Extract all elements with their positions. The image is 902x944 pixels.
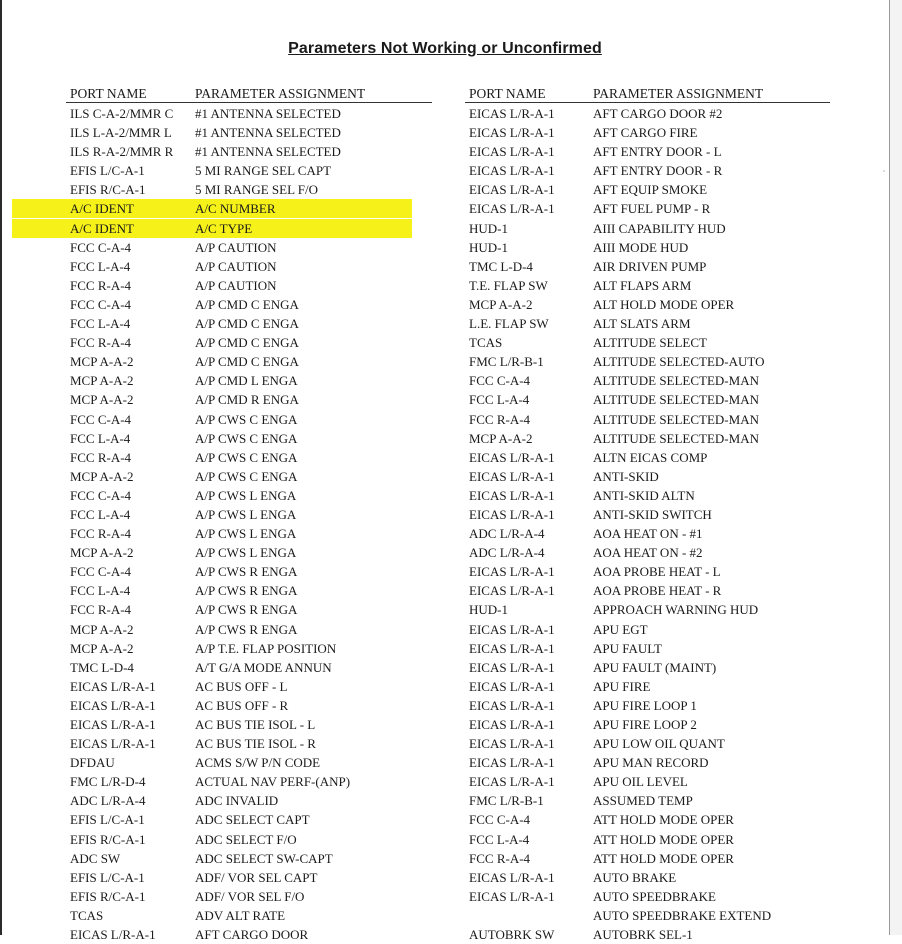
table-row xyxy=(0,543,440,562)
table-row xyxy=(440,180,890,199)
table-row xyxy=(440,505,890,524)
parameter-assignment-cell: A/P CAUTION xyxy=(195,239,277,255)
parameter-assignment-cell: ATT HOLD MODE OPER xyxy=(593,812,734,828)
port-name-cell: EICAS L/R-A-1 xyxy=(469,697,555,713)
table-row xyxy=(440,810,890,829)
port-name-cell: TMC L-D-4 xyxy=(469,258,533,274)
page-margin xyxy=(890,0,902,935)
table-row xyxy=(0,734,440,753)
parameter-assignment-cell: ALTITUDE SELECTED-MAN xyxy=(593,392,759,408)
table-row xyxy=(440,620,890,639)
table-row xyxy=(0,810,440,829)
parameter-assignment-cell: APU OIL LEVEL xyxy=(593,774,688,790)
table-row xyxy=(0,753,440,772)
parameter-assignment-cell: APU FIRE xyxy=(593,678,651,694)
port-name-cell: EICAS L/R-A-1 xyxy=(469,621,555,637)
port-name-cell: EICAS L/R-A-1 xyxy=(469,583,555,599)
table-row xyxy=(0,123,440,142)
table-row xyxy=(0,180,440,199)
parameter-assignment-cell: A/P CAUTION xyxy=(195,258,277,274)
table-row xyxy=(0,448,440,467)
parameter-assignment-cell: A/P CWS L ENGA xyxy=(195,506,297,522)
parameter-assignment-cell: ADC SELECT CAPT xyxy=(195,812,310,828)
port-name-cell: FCC C-A-4 xyxy=(70,411,132,427)
table-row xyxy=(0,161,440,180)
table-row xyxy=(0,276,440,295)
parameter-assignment-cell: AFT FUEL PUMP - R xyxy=(593,201,711,217)
table-row xyxy=(440,849,890,868)
port-name-cell: EFIS L/C-A-1 xyxy=(70,812,145,828)
port-name-cell: ILS C-A-2/MMR C xyxy=(70,106,174,121)
table-row xyxy=(440,543,890,562)
table-row xyxy=(440,333,890,352)
parameter-assignment-cell: A/P CWS R ENGA xyxy=(195,602,298,618)
table-row xyxy=(0,830,440,849)
parameter-assignment-cell: A/P CWS L ENGA xyxy=(195,545,297,561)
parameter-assignment-cell: APU FAULT (MAINT) xyxy=(593,659,717,675)
parameter-assignment-cell: APU EGT xyxy=(593,621,648,637)
parameter-assignment-cell: 5 MI RANGE SEL CAPT xyxy=(195,163,332,179)
document-title: Parameters Not Working or Unconfirmed xyxy=(288,40,602,57)
port-name-cell: FCC R-A-4 xyxy=(469,411,531,427)
table-row xyxy=(440,639,890,658)
port-name-cell: EICAS L/R-A-1 xyxy=(469,659,555,675)
parameter-assignment-cell: ALTITUDE SELECT xyxy=(593,335,707,351)
port-name-cell: FCC L-A-4 xyxy=(469,831,530,847)
parameter-assignment-cell: ALTITUDE SELECTED-MAN xyxy=(593,430,759,446)
table-row xyxy=(0,887,440,906)
parameter-assignment-cell: AOA PROBE HEAT - R xyxy=(593,583,722,599)
port-name-cell: EICAS L/R-A-1 xyxy=(70,717,156,732)
table-row xyxy=(0,467,440,486)
port-name-cell: EICAS L/R-A-1 xyxy=(469,125,555,141)
port-name-cell: EICAS L/R-A-1 xyxy=(469,106,555,121)
port-name-cell: MCP A-A-2 xyxy=(70,392,134,408)
parameter-assignment-cell: A/P CWS C ENGA xyxy=(195,430,298,446)
table-row xyxy=(0,371,440,390)
table-row xyxy=(0,295,440,314)
table-row xyxy=(440,429,890,448)
header-rule-right xyxy=(465,102,830,103)
port-name-cell: FCC L-A-4 xyxy=(70,430,131,446)
right-parameter-table xyxy=(440,104,890,944)
parameter-assignment-cell: A/P CMD L ENGA xyxy=(195,373,298,389)
parameter-assignment-cell: A/P CMD C ENGA xyxy=(195,354,299,370)
parameter-assignment-cell: ALT HOLD MODE OPER xyxy=(593,296,735,312)
port-name-cell: EICAS L/R-A-1 xyxy=(70,927,156,943)
port-name-cell: EICAS L/R-A-1 xyxy=(469,449,555,465)
table-row xyxy=(440,887,890,906)
port-name-cell: EICAS L/R-A-1 xyxy=(469,163,555,179)
table-row xyxy=(0,352,440,371)
header-rule-left xyxy=(66,102,432,103)
parameter-assignment-cell: APU MAN RECORD xyxy=(593,755,709,771)
port-name-cell: ADC L/R-A-4 xyxy=(469,526,545,542)
table-row xyxy=(440,410,890,429)
parameter-assignment-cell: ANTI-SKID SWITCH xyxy=(593,506,712,522)
port-name-cell: FCC C-A-4 xyxy=(469,373,531,389)
port-name-cell: MCP A-A-2 xyxy=(469,430,533,446)
port-name-cell: EICAS L/R-A-1 xyxy=(469,640,555,656)
parameter-assignment-cell: A/P CMD R ENGA xyxy=(195,392,299,408)
parameter-assignment-cell: ASSUMED TEMP xyxy=(593,793,693,809)
port-name-cell: FMC L/R-B-1 xyxy=(469,354,544,370)
port-name-cell: TCAS xyxy=(70,907,104,923)
parameter-assignment-cell: #1 ANTENNA SELECTED xyxy=(195,106,341,121)
port-name-cell: EICAS L/R-A-1 xyxy=(469,678,555,694)
parameter-assignment-cell: AC BUS TIE ISOL - L xyxy=(195,717,316,732)
parameter-assignment-cell: A/C TYPE xyxy=(195,220,253,236)
port-name-cell: EFIS R/C-A-1 xyxy=(70,182,146,198)
table-row xyxy=(0,696,440,715)
table-row xyxy=(0,620,440,639)
table-row xyxy=(440,734,890,753)
port-name-cell: ILS R-A-2/MMR R xyxy=(70,144,174,160)
table-row xyxy=(440,238,890,257)
parameter-assignment-cell: AIR DRIVEN PUMP xyxy=(593,258,707,274)
table-row xyxy=(0,429,440,448)
table-row xyxy=(0,333,440,352)
port-name-cell: MCP A-A-2 xyxy=(70,354,134,370)
port-name-cell: MCP A-A-2 xyxy=(70,621,134,637)
table-row xyxy=(440,199,890,218)
port-name-cell: EICAS L/R-A-1 xyxy=(469,144,555,160)
parameter-assignment-cell: ADC SELECT SW-CAPT xyxy=(195,850,333,866)
table-row xyxy=(0,906,440,925)
table-row xyxy=(0,199,440,218)
parameter-assignment-cell: ADC SELECT F/O xyxy=(195,831,297,847)
port-name-cell: A/C IDENT xyxy=(70,220,134,236)
port-name-cell: MCP A-A-2 xyxy=(70,545,134,561)
parameter-assignment-cell: ANTI-SKID xyxy=(593,468,659,484)
port-name-cell: EICAS L/R-A-1 xyxy=(70,697,156,713)
port-name-cell: FCC R-A-4 xyxy=(70,602,132,618)
port-name-cell: FCC L-A-4 xyxy=(70,583,131,599)
table-row xyxy=(0,562,440,581)
table-row xyxy=(440,658,890,677)
parameter-assignment-cell: ALT FLAPS ARM xyxy=(593,277,692,293)
parameter-assignment-cell: AFT CARGO FIRE xyxy=(593,125,698,141)
port-name-cell: EICAS L/R-A-1 xyxy=(70,678,156,694)
table-row xyxy=(440,524,890,543)
table-row xyxy=(0,600,440,619)
left-parameter-table xyxy=(0,104,440,944)
parameter-assignment-cell: ALTN EICAS COMP xyxy=(593,449,708,465)
table-row xyxy=(440,142,890,161)
port-name-cell: MCP A-A-2 xyxy=(70,640,134,656)
port-name-cell: L.E. FLAP SW xyxy=(469,316,549,332)
port-name-cell: EFIS L/C-A-1 xyxy=(70,163,145,179)
parameter-assignment-cell: AUTO BRAKE xyxy=(593,869,677,885)
port-name-cell: TMC L-D-4 xyxy=(70,659,134,675)
table-row xyxy=(440,600,890,619)
parameter-assignment-cell: APU FIRE LOOP 2 xyxy=(593,717,697,732)
parameter-assignment-cell: ADC INVALID xyxy=(195,793,279,809)
table-row xyxy=(440,906,890,925)
port-name-cell: ILS L-A-2/MMR L xyxy=(70,125,172,141)
table-row xyxy=(0,219,440,238)
table-row xyxy=(440,390,890,409)
port-name-cell: ADC L/R-A-4 xyxy=(469,545,545,561)
table-row xyxy=(0,486,440,505)
parameter-assignment-cell: ACMS S/W P/N CODE xyxy=(195,755,321,771)
parameter-assignment-cell: A/P CAUTION xyxy=(195,277,277,293)
parameter-assignment-cell: APPROACH WARNING HUD xyxy=(593,602,759,618)
parameter-assignment-cell: AIII CAPABILITY HUD xyxy=(593,220,726,236)
parameter-assignment-cell: A/P CWS C ENGA xyxy=(195,468,298,484)
port-name-cell: T.E. FLAP SW xyxy=(469,277,548,293)
parameter-assignment-cell: AUTOBRK SEL-1 xyxy=(593,927,693,943)
port-name-cell: FCC R-A-4 xyxy=(70,277,132,293)
parameter-assignment-cell: A/P CWS C ENGA xyxy=(195,411,298,427)
parameter-assignment-cell: A/P CMD C ENGA xyxy=(195,296,299,312)
parameter-assignment-cell: AUTO SPEEDBRAKE xyxy=(593,888,716,904)
port-name-cell: EICAS L/R-A-1 xyxy=(469,506,555,522)
table-row xyxy=(440,696,890,715)
port-name-cell: MCP A-A-2 xyxy=(70,468,134,484)
table-row xyxy=(0,772,440,791)
port-name-cell: EICAS L/R-A-1 xyxy=(469,564,555,580)
parameter-assignment-cell: AFT ENTRY DOOR - R xyxy=(593,163,723,179)
port-name-cell: EFIS L/C-A-1 xyxy=(70,869,145,885)
table-row xyxy=(0,505,440,524)
table-row xyxy=(440,486,890,505)
parameter-assignment-cell: A/P CWS L ENGA xyxy=(195,526,297,542)
port-name-cell: EICAS L/R-A-1 xyxy=(469,487,555,503)
parameter-assignment-cell: AOA HEAT ON - #1 xyxy=(593,526,703,542)
port-name-cell: FCC C-A-4 xyxy=(469,812,531,828)
table-row xyxy=(440,104,890,123)
parameter-assignment-cell: A/P CWS C ENGA xyxy=(195,449,298,465)
table-row xyxy=(0,410,440,429)
port-name-cell: FCC R-A-4 xyxy=(469,850,531,866)
table-row xyxy=(440,276,890,295)
header-port-name-left: PORT NAME xyxy=(70,86,147,101)
port-name-cell: EICAS L/R-A-1 xyxy=(469,717,555,732)
parameter-assignment-cell: AC BUS OFF - R xyxy=(195,697,289,713)
parameter-assignment-cell: #1 ANTENNA SELECTED xyxy=(195,144,341,160)
port-name-cell: HUD-1 xyxy=(469,220,508,236)
table-row xyxy=(0,677,440,696)
table-row xyxy=(440,581,890,600)
table-row xyxy=(440,314,890,333)
port-name-cell: FCC C-A-4 xyxy=(70,239,132,255)
port-name-cell: ADC SW xyxy=(70,850,121,866)
parameter-assignment-cell: A/P CWS R ENGA xyxy=(195,583,298,599)
table-row xyxy=(0,868,440,887)
table-row xyxy=(440,371,890,390)
header-parameter-assignment-right: PARAMETER ASSIGNMENT xyxy=(593,86,764,101)
port-name-cell: EICAS L/R-A-1 xyxy=(469,736,555,752)
table-row xyxy=(0,390,440,409)
port-name-cell: FCC L-A-4 xyxy=(469,392,530,408)
parameter-assignment-cell: A/P CWS R ENGA xyxy=(195,564,298,580)
table-row xyxy=(440,467,890,486)
table-row xyxy=(0,581,440,600)
table-row xyxy=(0,639,440,658)
table-row xyxy=(440,753,890,772)
table-row xyxy=(440,123,890,142)
parameter-assignment-cell: AFT ENTRY DOOR - L xyxy=(593,144,722,160)
table-row xyxy=(440,830,890,849)
parameter-assignment-cell: AIII MODE HUD xyxy=(593,239,689,255)
port-name-cell: FCC R-A-4 xyxy=(70,335,132,351)
table-row xyxy=(0,849,440,868)
parameter-assignment-cell: AC BUS TIE ISOL - R xyxy=(195,736,316,752)
parameter-assignment-cell: APU LOW OIL QUANT xyxy=(593,736,725,752)
table-row xyxy=(440,257,890,276)
table-row xyxy=(0,257,440,276)
port-name-cell: FCC L-A-4 xyxy=(70,258,131,274)
parameter-assignment-cell: A/P CMD C ENGA xyxy=(195,335,299,351)
parameter-assignment-cell: AC BUS OFF - L xyxy=(195,678,288,694)
port-name-cell: EICAS L/R-A-1 xyxy=(469,755,555,771)
table-row xyxy=(0,314,440,333)
table-row xyxy=(0,658,440,677)
port-name-cell: HUD-1 xyxy=(469,239,508,255)
parameter-assignment-cell: A/P CMD C ENGA xyxy=(195,316,299,332)
port-name-cell: FMC L/R-D-4 xyxy=(70,774,146,790)
table-row xyxy=(0,142,440,161)
port-name-cell: EICAS L/R-A-1 xyxy=(469,888,555,904)
parameter-assignment-cell: APU FAULT xyxy=(593,640,662,656)
table-row xyxy=(440,219,890,238)
parameter-assignment-cell: ADF/ VOR SEL CAPT xyxy=(195,869,318,885)
port-name-cell: ADC L/R-A-4 xyxy=(70,793,146,809)
parameter-assignment-cell: AFT EQUIP SMOKE xyxy=(593,182,708,198)
parameter-assignment-cell: ACTUAL NAV PERF-(ANP) xyxy=(195,774,351,790)
port-name-cell: MCP A-A-2 xyxy=(469,296,533,312)
table-row xyxy=(0,104,440,123)
parameter-assignment-cell: A/T G/A MODE ANNUN xyxy=(195,659,332,675)
parameter-assignment-cell: AUTO SPEEDBRAKE EXTEND xyxy=(593,907,772,923)
parameter-assignment-cell: ADF/ VOR SEL F/O xyxy=(195,888,305,904)
port-name-cell: EFIS R/C-A-1 xyxy=(70,888,146,904)
port-name-cell: EICAS L/R-A-1 xyxy=(469,201,555,217)
port-name-cell: FCC L-A-4 xyxy=(70,316,131,332)
parameter-assignment-cell: AFT CARGO DOOR #2 xyxy=(593,106,723,121)
port-name-cell: HUD-1 xyxy=(469,602,508,618)
port-name-cell: EICAS L/R-A-1 xyxy=(469,468,555,484)
port-name-cell: FMC L/R-B-1 xyxy=(469,793,544,809)
port-name-cell: FCC R-A-4 xyxy=(70,526,132,542)
port-name-cell: EICAS L/R-A-1 xyxy=(469,182,555,198)
table-row xyxy=(440,448,890,467)
parameter-assignment-cell: A/P CWS R ENGA xyxy=(195,621,298,637)
table-row xyxy=(440,868,890,887)
table-row xyxy=(0,524,440,543)
port-name-cell: DFDAU xyxy=(70,755,115,771)
parameter-assignment-cell: ADV ALT RATE xyxy=(195,907,286,923)
port-name-cell: MCP A-A-2 xyxy=(70,373,134,389)
parameter-assignment-cell: ALTITUDE SELECTED-MAN xyxy=(593,373,759,389)
table-row xyxy=(0,238,440,257)
table-row xyxy=(440,772,890,791)
parameter-assignment-cell: 5 MI RANGE SEL F/O xyxy=(195,182,319,198)
table-row xyxy=(440,295,890,314)
parameter-assignment-cell: ALTITUDE SELECTED-AUTO xyxy=(593,354,765,370)
parameter-assignment-cell: ALTITUDE SELECTED-MAN xyxy=(593,411,759,427)
port-name-cell: AUTOBRK SW xyxy=(469,927,555,943)
port-name-cell: EICAS L/R-A-1 xyxy=(469,869,555,885)
port-name-cell: EFIS R/C-A-1 xyxy=(70,831,146,847)
port-name-cell: A/C IDENT xyxy=(70,201,134,217)
table-row xyxy=(440,161,890,180)
parameter-assignment-cell: A/P T.E. FLAP POSITION xyxy=(195,640,337,656)
parameter-assignment-cell: AOA PROBE HEAT - L xyxy=(593,564,721,580)
port-name-cell: EICAS L/R-A-1 xyxy=(70,736,156,752)
parameter-assignment-cell: APU FIRE LOOP 1 xyxy=(593,697,697,713)
parameter-assignment-cell: A/P CWS L ENGA xyxy=(195,487,297,503)
header-port-name-right: PORT NAME xyxy=(469,86,546,101)
table-row xyxy=(0,715,440,734)
port-name-cell: FCC L-A-4 xyxy=(70,506,131,522)
port-name-cell: FCC C-A-4 xyxy=(70,487,132,503)
parameter-assignment-cell: A/C NUMBER xyxy=(195,201,276,217)
parameter-assignment-cell: ATT HOLD MODE OPER xyxy=(593,850,734,866)
table-row xyxy=(440,791,890,810)
parameter-assignment-cell: ATT HOLD MODE OPER xyxy=(593,831,734,847)
parameter-assignment-cell: ALT SLATS ARM xyxy=(593,316,691,332)
port-name-cell: TCAS xyxy=(469,335,503,351)
table-row xyxy=(440,715,890,734)
port-name-cell: FCC C-A-4 xyxy=(70,564,132,580)
table-row xyxy=(0,791,440,810)
parameter-assignment-cell: #1 ANTENNA SELECTED xyxy=(195,125,341,141)
table-row xyxy=(440,677,890,696)
port-name-cell: FCC R-A-4 xyxy=(70,449,132,465)
table-row xyxy=(440,562,890,581)
port-name-cell: EICAS L/R-A-1 xyxy=(469,774,555,790)
parameter-assignment-cell: AOA HEAT ON - #2 xyxy=(593,545,703,561)
port-name-cell: FCC C-A-4 xyxy=(70,296,132,312)
table-row xyxy=(440,352,890,371)
header-parameter-assignment-left: PARAMETER ASSIGNMENT xyxy=(195,86,366,101)
parameter-assignment-cell: ANTI-SKID ALTN xyxy=(593,487,695,503)
parameter-assignment-cell: AFT CARGO DOOR xyxy=(195,927,309,943)
